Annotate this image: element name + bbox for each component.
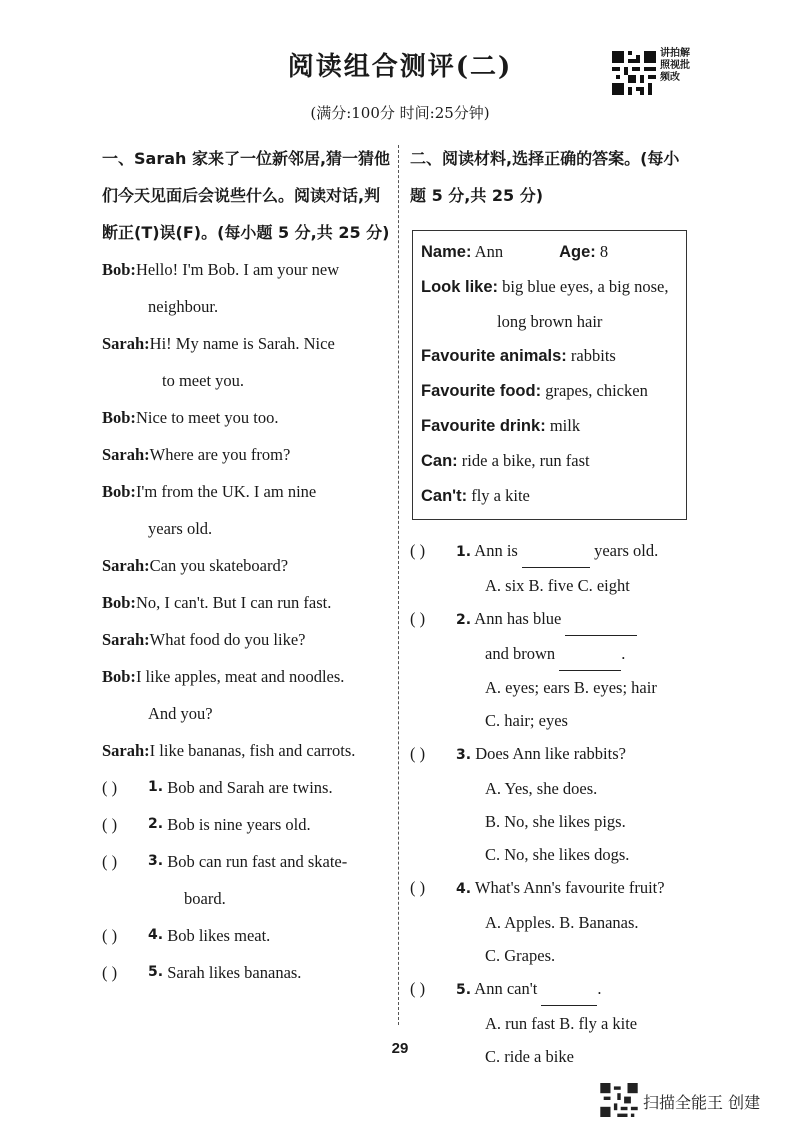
question-item: ( ) 5. Ann can't . xyxy=(410,972,695,1007)
question-text: Bob likes meat. xyxy=(167,926,271,945)
speaker: Sarah: xyxy=(102,445,150,464)
profile-card xyxy=(412,230,687,520)
line-text: Can you skateboard? xyxy=(149,556,289,575)
options: C. No, she likes dogs. xyxy=(485,845,630,865)
section-2 xyxy=(410,140,695,1073)
section-1-heading: 一、Sarah 家来了一位新邻居,猜一猜他们今天见面后会说些什么。阅读对话,判断正(T)误(F)。(每小题 5 分,共 25 分) xyxy=(102,149,391,242)
speaker: Bob: xyxy=(102,260,136,279)
speaker: Bob: xyxy=(102,593,136,612)
profile-row xyxy=(421,270,678,305)
animals-label: Favourite animals: xyxy=(421,347,567,366)
line-text: No, I can't. But I can run fast. xyxy=(135,593,332,612)
question-item xyxy=(102,954,392,991)
profile-row xyxy=(421,409,678,444)
look-label: Look like: xyxy=(421,277,499,296)
section-1 xyxy=(102,140,392,991)
fill-blank[interactable] xyxy=(565,602,637,636)
question-item xyxy=(410,602,695,637)
qr-caption: 讲拍解照视批频改 xyxy=(660,48,690,83)
question-text: Ann can't xyxy=(474,979,538,999)
question-number: 3. xyxy=(148,853,164,869)
profile-row xyxy=(421,444,678,479)
fill-blank[interactable] xyxy=(522,534,590,568)
speaker: Sarah: xyxy=(102,741,150,760)
dialogue-line xyxy=(102,547,392,584)
options: C. Grapes. xyxy=(485,946,556,966)
options: A. run fast B. fly a kite xyxy=(485,1014,638,1034)
age-label: Age: xyxy=(559,243,596,261)
food-label: Favourite food: xyxy=(421,382,542,401)
question-item xyxy=(410,737,695,772)
options: A. Yes, she does. xyxy=(485,779,598,799)
can-value: ride a bike, run fast xyxy=(461,450,590,470)
page-number: 29 xyxy=(391,1040,409,1057)
options: C. hair; eyes xyxy=(485,711,568,731)
dialogue-line xyxy=(102,325,392,362)
question-number: 3. xyxy=(456,747,472,764)
line-text: I like apples, meat and noodles. xyxy=(135,667,345,686)
cant-label: Can't: xyxy=(421,486,468,505)
options: C. ride a bike xyxy=(485,1047,574,1067)
question-text: Bob can run fast and skate- xyxy=(167,852,348,871)
drink-value: milk xyxy=(549,415,581,435)
question-text: Ann is xyxy=(474,541,518,561)
question-text: Does Ann like rabbits? xyxy=(475,744,626,764)
name-value: Ann xyxy=(474,242,504,261)
can-label: Can: xyxy=(421,451,458,470)
animals-value: rabbits xyxy=(570,346,616,366)
profile-row xyxy=(421,339,678,374)
question-text: and brown xyxy=(485,644,556,664)
line-text: Nice to meet you too. xyxy=(135,408,279,427)
line-text: Hi! My name is Sarah. Nice xyxy=(149,334,335,353)
dialogue-line xyxy=(102,658,392,695)
answer-blank[interactable]: ( ) xyxy=(410,744,426,764)
question-number: 4. xyxy=(148,927,164,943)
profile-row xyxy=(421,479,678,514)
speaker: Sarah: xyxy=(102,630,150,649)
line-continuation: to meet you. xyxy=(162,371,245,390)
answer-blank[interactable]: ( ) xyxy=(102,926,118,945)
dialogue-line xyxy=(102,584,392,621)
answer-blank[interactable]: ( ) xyxy=(410,541,426,561)
question-text: What's Ann's favourite fruit? xyxy=(474,878,665,898)
question-number: 2. xyxy=(456,612,472,629)
fill-blank[interactable] xyxy=(559,637,621,671)
question-number: 1. xyxy=(456,544,472,561)
age-value: 8 xyxy=(599,242,609,261)
name-label: Name: xyxy=(421,243,472,261)
line-text: I like bananas, fish and carrots. xyxy=(149,741,356,760)
dialogue-line xyxy=(102,399,392,436)
speaker: Bob: xyxy=(102,667,136,686)
answer-blank[interactable]: ( ) xyxy=(102,778,118,797)
answer-blank[interactable]: ( ) xyxy=(410,609,426,629)
question-continuation: and brown . xyxy=(410,637,695,671)
dialogue xyxy=(102,251,392,769)
dialogue-line xyxy=(102,732,392,769)
question-item xyxy=(102,917,392,954)
line-continuation: And you? xyxy=(148,704,213,723)
line-text: Hello! I'm Bob. I am your new xyxy=(135,260,340,279)
options: A. Apples. B. Bananas. xyxy=(485,913,639,933)
line-continuation: years old. xyxy=(148,519,213,538)
options: A. six B. five C. eight xyxy=(485,576,630,596)
look-value-cont: long brown hair xyxy=(497,311,603,331)
true-false-questions xyxy=(102,769,392,991)
section-2-heading: 二、阅读材料,选择正确的答案。(每小题 5 分,共 25 分) xyxy=(410,149,680,205)
speaker: Bob: xyxy=(102,408,136,427)
food-value: grapes, chicken xyxy=(545,381,648,401)
question-text: Ann has blue xyxy=(474,609,562,629)
page-title: 阅读组合测评(二) xyxy=(287,52,513,82)
profile-row xyxy=(421,374,678,409)
question-item xyxy=(102,843,392,880)
dialogue-line xyxy=(102,621,392,658)
score-time-info: (满分:100分 时间:25分钟) xyxy=(310,104,490,122)
cant-value: fly a kite xyxy=(471,485,530,505)
question-text: Bob and Sarah are twins. xyxy=(167,778,333,797)
column-divider xyxy=(398,145,399,1025)
watermark: 扫描全能王 创建 xyxy=(643,1093,761,1112)
profile-row xyxy=(421,235,678,270)
question-text-end: years old. xyxy=(594,541,659,561)
question-text: Bob is nine years old. xyxy=(167,815,311,834)
speaker: Sarah: xyxy=(102,334,150,353)
question-item xyxy=(102,769,392,806)
line-continuation: neighbour. xyxy=(148,297,219,316)
question-number: 1. xyxy=(148,779,164,795)
dialogue-line xyxy=(102,436,392,473)
answer-blank[interactable]: ( ) xyxy=(410,878,426,898)
answer-blank[interactable]: ( ) xyxy=(410,979,426,999)
dialogue-line xyxy=(102,473,392,510)
qr-code-icon xyxy=(612,50,656,96)
fill-blank[interactable] xyxy=(541,972,597,1006)
question-number: 4. xyxy=(456,881,472,898)
question-item xyxy=(410,871,695,906)
question-number: 5. xyxy=(148,964,164,980)
question-item xyxy=(410,534,695,569)
dialogue-line xyxy=(102,251,392,288)
options: A. eyes; ears B. eyes; hair xyxy=(485,678,657,698)
speaker: Sarah: xyxy=(102,556,150,575)
scanner-qr-icon xyxy=(600,1083,638,1117)
answer-blank[interactable]: ( ) xyxy=(102,815,118,834)
question-item xyxy=(102,806,392,843)
options: B. No, she likes pigs. xyxy=(485,812,626,832)
question-number: 5. xyxy=(456,982,472,999)
answer-blank[interactable]: ( ) xyxy=(102,963,118,982)
question-number: 2. xyxy=(148,816,164,832)
question-continuation: board. xyxy=(184,889,226,908)
question-text: Sarah likes bananas. xyxy=(167,963,302,982)
line-text: I'm from the UK. I am nine xyxy=(135,482,317,501)
line-text: What food do you like? xyxy=(149,630,306,649)
speaker: Bob: xyxy=(102,482,136,501)
line-text: Where are you from? xyxy=(149,445,291,464)
answer-blank[interactable]: ( ) xyxy=(102,852,118,871)
drink-label: Favourite drink: xyxy=(421,416,546,435)
look-value: big blue eyes, a big nose, xyxy=(502,276,669,296)
